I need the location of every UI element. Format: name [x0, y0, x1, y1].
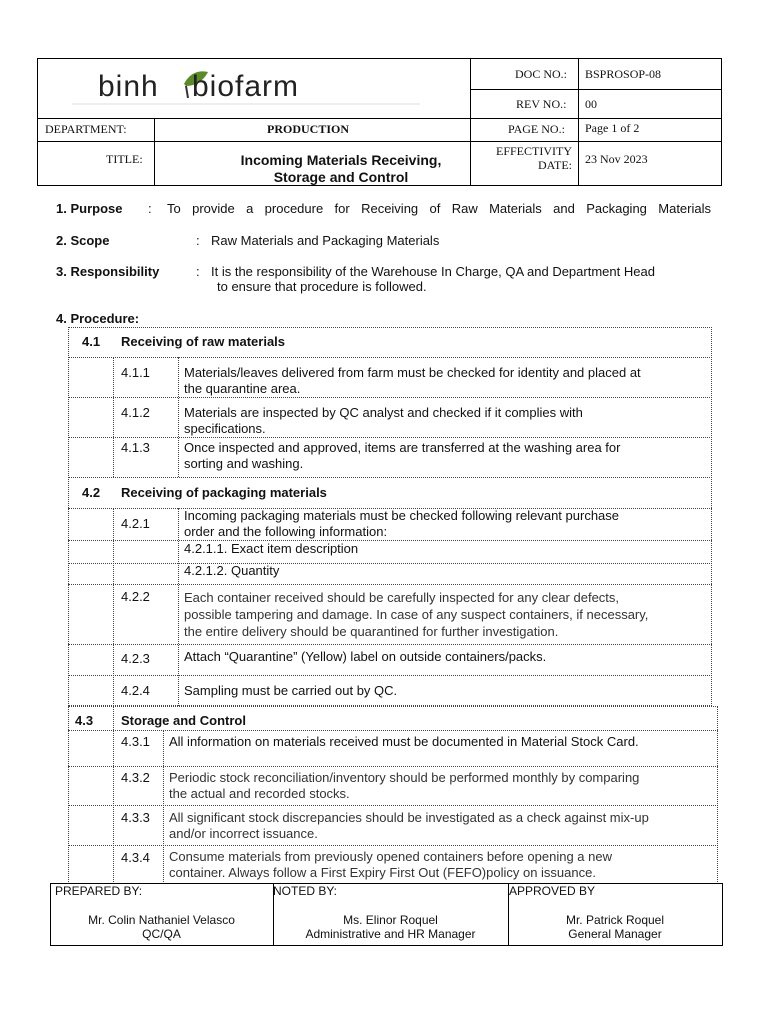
- item-432-number: 4.3.2: [121, 770, 150, 785]
- svg-text:biofarm: biofarm: [192, 70, 300, 103]
- section-43-number: 4.3: [75, 713, 94, 728]
- responsibility-line-1: It is the responsibility of the Warehouse In Charge, QA and Department Head: [211, 264, 655, 279]
- item-431-text: All information on materials received must be documented in Material Stock Card.: [169, 734, 639, 749]
- title-line-2: Storage and Control: [273, 169, 409, 185]
- item-423-text: Attach “Quarantine” (Yellow) label on outside containers/packs.: [184, 649, 547, 664]
- item-411-number: 4.1.1: [121, 365, 150, 380]
- section-42-title: Receiving of packaging materials: [121, 485, 327, 500]
- item-422-text: Each container received should be carefully inspected for any clear defects, possible tampering and damage. In case of any suspect containers, if necessary, the entire delivery should be quarantined for further investigation.: [184, 590, 649, 639]
- responsibility-line-2: to ensure that procedure is followed.: [217, 279, 427, 294]
- section-43-title: Storage and Control: [121, 713, 246, 728]
- item-4212-text: 4.2.1.2. Quantity: [184, 563, 280, 578]
- purpose-sep: :: [148, 201, 152, 216]
- responsibility-sep: :: [196, 264, 200, 279]
- item-422-number: 4.2.2: [121, 589, 150, 604]
- prepared-by-label: PREPARED BY:: [55, 884, 143, 898]
- item-431-number: 4.3.1: [121, 734, 150, 749]
- section-41-number: 4.1: [82, 334, 101, 349]
- section-42-number: 4.2: [82, 485, 101, 500]
- leaf-icon: [72, 62, 420, 106]
- noted-by-label: NOTED BY:: [273, 884, 338, 898]
- item-411-text: Materials/leaves delivered from farm must be checked for identity and placed at the quarantine area.: [184, 365, 641, 396]
- company-logo: [72, 62, 420, 106]
- doc-no-label: DOC NO.:: [515, 67, 568, 81]
- effectivity-label: EFFECTIVITY DATE:: [496, 144, 572, 172]
- scope-sep: :: [196, 233, 200, 248]
- page-no-value: Page 1 of 2: [585, 121, 640, 135]
- item-412-text: Materials are inspected by QC analyst and checked if it complies with specifications.: [184, 405, 583, 436]
- item-424-text: Sampling must be carried out by QC.: [184, 683, 398, 698]
- effectivity-date: 23 Nov 2023: [585, 152, 648, 166]
- purpose-label: 1. Purpose: [56, 201, 123, 216]
- section-41-title: Receiving of raw materials: [121, 334, 286, 349]
- title-line-1: Incoming Materials Receiving,: [240, 152, 442, 168]
- doc-no-value: BSPROSOP-08: [585, 67, 662, 81]
- item-421-text: Incoming packaging materials must be checked following relevant purchase order and the following information:: [184, 508, 620, 539]
- scope-label: 2. Scope: [56, 233, 110, 248]
- item-424-number: 4.2.4: [121, 683, 150, 698]
- procedure-label: 4. Procedure:: [56, 311, 140, 326]
- item-432-text: Periodic stock reconciliation/inventory should be performed monthly by comparing the actual and recorded stocks.: [169, 770, 640, 801]
- svg-text:binh: binh: [98, 70, 159, 103]
- item-413-number: 4.1.3: [121, 440, 150, 455]
- scope-text: Raw Materials and Packaging Materials: [211, 233, 440, 248]
- department-label: DEPARTMENT:: [45, 122, 127, 136]
- approved-by-label: APPROVED BY: [509, 884, 596, 898]
- responsibility-label: 3. Responsibility: [56, 264, 160, 279]
- item-413-text: Once inspected and approved, items are transferred at the washing area for sorting and washing.: [184, 440, 621, 471]
- item-421-number: 4.2.1: [121, 516, 150, 531]
- prepared-by-name: Mr. Colin Nathaniel Velasco QC/QA: [88, 913, 235, 941]
- item-4211-text: 4.2.1.1. Exact item description: [184, 541, 359, 556]
- item-423-number: 4.2.3: [121, 651, 150, 666]
- department-value: PRODUCTION: [267, 122, 350, 136]
- item-434-number: 4.3.4: [121, 850, 150, 865]
- purpose-text: To provide a procedure for Receiving of Raw Materials and Packaging Materials: [167, 201, 711, 216]
- rev-no-label: REV NO.:: [516, 97, 567, 111]
- item-433-text: All significant stock discrepancies should be investigated as a check against mix-up and/or incorrect issuance.: [169, 810, 649, 841]
- document-title: [200, 152, 482, 186]
- approved-by-name: Mr. Patrick Roquel General Manager: [565, 913, 665, 941]
- item-434-text: Consume materials from previously opened containers before opening a new container. Always follow a First Expiry First Out (FEFO)policy on issuance.: [169, 849, 612, 880]
- noted-by-name: Ms. Elinor Roquel Administrative and HR Manager: [305, 913, 476, 941]
- page-no-label: PAGE NO.:: [508, 122, 565, 136]
- rev-no-value: 00: [585, 97, 597, 111]
- item-433-number: 4.3.3: [121, 810, 150, 825]
- title-label: TITLE:: [106, 152, 143, 166]
- item-412-number: 4.1.2: [121, 405, 150, 420]
